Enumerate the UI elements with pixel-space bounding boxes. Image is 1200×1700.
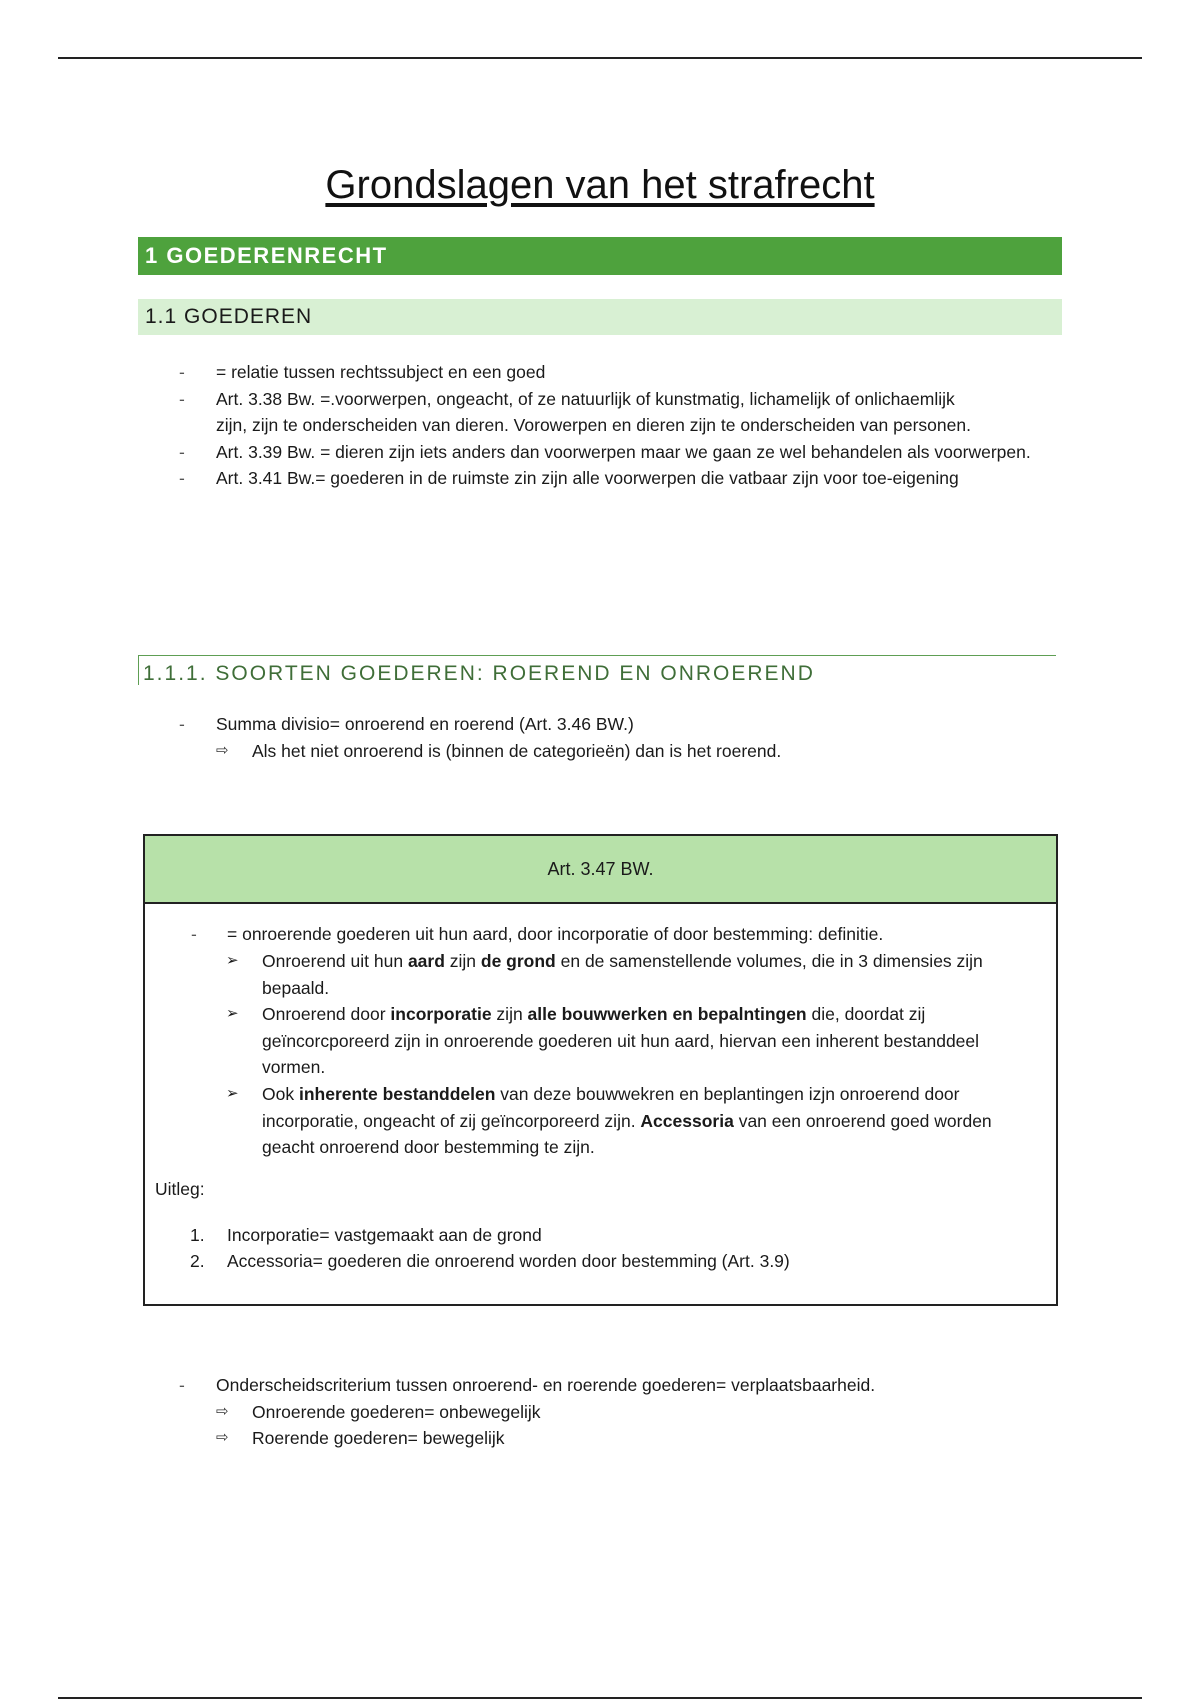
dash-marker: - (179, 388, 185, 409)
dash-marker: - (179, 468, 185, 488)
numbered-item: 2. Accessoria= goederen die onroerend worden door bestemming (Art. 3.9) (227, 1248, 1027, 1275)
bottom-rule (58, 1697, 1142, 1699)
section2-list (138, 711, 1058, 764)
dash-marker: - (179, 441, 185, 462)
sub-item: ⇨ Roerende goederen= bewegelijk (138, 1425, 1058, 1452)
list-item: - Art. 3.41 Bw.= goederen in de ruimste zin zijn alle voorwerpen die vatbaar zijn voor toe-eigening (138, 465, 1016, 492)
arrow-icon: ⇨ (216, 1402, 229, 1420)
sub-item: ➢ Onroerend door incorporatie zijn alle bouwwerken en bepalntingen die, doordat zij geïncorcporeerd zijn in onroerende goederen uit hun aard, hiervan een inherent bestanddeel vormen. (262, 1001, 1032, 1081)
sub-item: ⇨ Onroerende goederen= onbewegelijk (138, 1399, 1058, 1426)
heading-2: 1.1 GOEDEREN (138, 299, 1062, 335)
list-item: - Summa divisio= onroerend en roerend (Art. 3.46 BW.) (138, 711, 1058, 738)
list-item: - = onroerende goederen uit hun aard, door incorporatie of door bestemming: definitie. (227, 921, 1037, 948)
number-marker: 1. (190, 1225, 205, 1245)
heading-3: 1.1.1. SOORTEN GOEDEREN: ROEREND EN ONROEREND (138, 655, 1056, 685)
dash-marker: - (191, 924, 197, 944)
number-marker: 2. (190, 1251, 205, 1271)
section1-list (138, 359, 1058, 492)
dash-marker: - (179, 714, 185, 734)
sub-item: ➢ Onroerend uit hun aard zijn de grond en de samenstellende volumes, die in 3 dimensies zijn bepaald. (262, 948, 1032, 1001)
sub-item: ⇨ Als het niet onroerend is (binnen de categorieën) dan is het roerend. (138, 738, 1058, 765)
list-item: - Art. 3.38 Bw. =.voorwerpen, ongeacht, of ze natuurlijk of kunstmatig, lichamelijk of onlichaemlijk zijn, zijn te onderscheiden van dieren. Vorowerpen en dieren zijn te onderscheiden van personen. (138, 386, 986, 439)
sub-item: ➢ Ook inherente bestanddelen van deze bouwwekren en beplantingen izjn onroerend door incorporatie, ongeacht of zij geïncorporeerd zijn. Accessoria van een onroerend goed worden geacht onroerend door bestemming te zijn. (262, 1081, 1032, 1161)
heading-1: 1 GOEDERENRECHT (138, 237, 1062, 275)
arrow-bullet-icon: ➢ (226, 952, 239, 969)
page-title: Grondslagen van het strafrecht (325, 163, 875, 207)
list-item: - Onderscheidscriterium tussen onroerend- en roerende goederen= verplaatsbaarheid. (138, 1372, 1058, 1399)
arrow-icon: ⇨ (216, 741, 229, 759)
article-box-header: Art. 3.47 BW. (145, 836, 1056, 904)
arrow-bullet-icon: ➢ (226, 1085, 239, 1102)
section3-list (138, 1372, 1058, 1452)
top-rule (58, 57, 1142, 59)
article-box (143, 834, 1058, 1306)
arrow-icon: ⇨ (216, 1429, 229, 1446)
dash-marker: - (179, 362, 185, 382)
uitleg-label: Uitleg: (155, 1179, 205, 1199)
dash-marker: - (179, 1375, 185, 1395)
list-item: - = relatie tussen rechtssubject en een goed (138, 359, 1058, 386)
list-item: - Art. 3.39 Bw. = dieren zijn iets anders dan voorwerpen maar we gaan ze wel behandelen als voorwerpen. (138, 439, 1058, 466)
numbered-item: 1. Incorporatie= vastgemaakt aan de grond (227, 1222, 1027, 1249)
arrow-bullet-icon: ➢ (226, 1005, 239, 1022)
